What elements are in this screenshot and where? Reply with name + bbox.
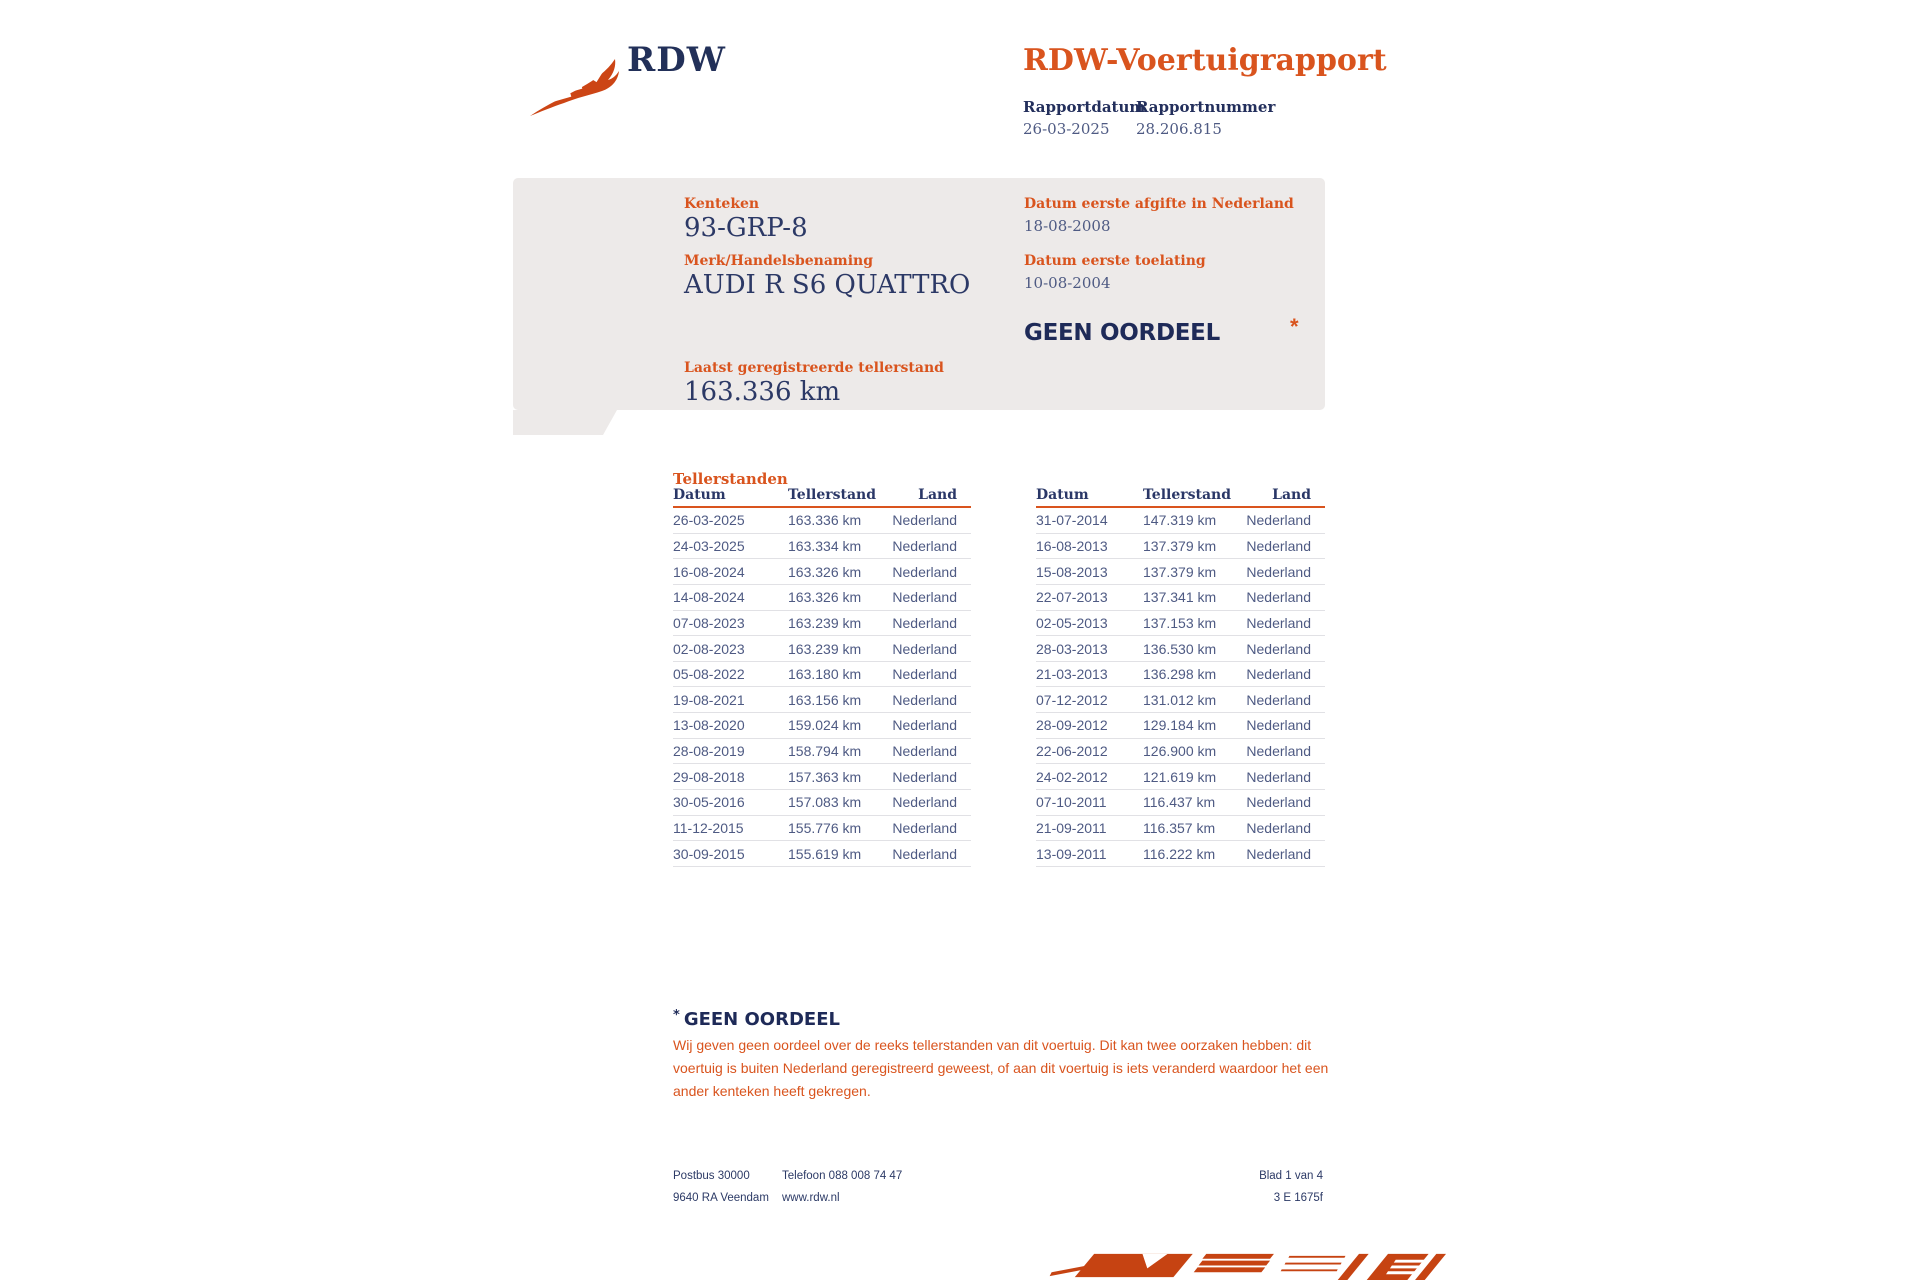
cell-land: Nederland — [892, 743, 957, 760]
cell-tellerstand: 158.794 km — [788, 743, 862, 760]
cell-datum: 28-09-2012 — [1036, 717, 1108, 734]
cell-land: Nederland — [1246, 640, 1311, 657]
cell-land: Nederland — [1246, 845, 1311, 862]
cell-tellerstand: 136.530 km — [1143, 640, 1217, 657]
cell-land: Nederland — [892, 563, 957, 580]
cell-land: Nederland — [892, 717, 957, 734]
cell-datum: 05-08-2022 — [673, 666, 745, 683]
footer-website: www.rdw.nl — [782, 1192, 840, 1204]
table-row — [1036, 790, 1325, 816]
tellerstanden-table-left — [673, 487, 971, 867]
merk-value: AUDI R S6 QUATTRO — [684, 270, 971, 300]
cell-land: Nederland — [892, 640, 957, 657]
table-row — [1036, 739, 1325, 765]
table-row — [1036, 534, 1325, 560]
cell-land: Nederland — [892, 768, 957, 785]
cell-datum: 31-07-2014 — [1036, 512, 1108, 529]
table-row — [1036, 585, 1325, 611]
cell-datum: 07-10-2011 — [1036, 794, 1107, 811]
table-row — [673, 585, 971, 611]
cell-datum: 30-09-2015 — [673, 845, 745, 862]
cell-tellerstand: 137.379 km — [1143, 537, 1217, 554]
footnote-heading — [673, 1008, 840, 1030]
table-row — [673, 559, 971, 585]
cell-tellerstand: 126.900 km — [1143, 743, 1217, 760]
cell-tellerstand: 163.156 km — [788, 691, 862, 708]
vehicle-summary-box-tab — [513, 410, 617, 435]
footnote-heading-text: GEEN OORDEEL — [683, 1009, 840, 1030]
cell-tellerstand: 159.024 km — [788, 717, 862, 734]
cell-land: Nederland — [1246, 743, 1311, 760]
footer-doc-code: 3 E 1675f — [1273, 1192, 1323, 1204]
table-row — [673, 713, 971, 739]
footer-page-number: Blad 1 van 4 — [1259, 1170, 1323, 1182]
cell-datum: 21-09-2011 — [1036, 820, 1107, 836]
col-header-land: Land — [918, 487, 957, 503]
table-row — [673, 662, 971, 688]
tellerstanden-table-right — [1036, 487, 1325, 867]
footer-city: 9640 RA Veendam — [673, 1192, 769, 1204]
col-header-tellerstand: Tellerstand — [1143, 487, 1232, 503]
cell-datum: 13-09-2011 — [1036, 845, 1107, 862]
cell-land: Nederland — [892, 537, 957, 554]
cell-tellerstand: 157.363 km — [788, 768, 862, 785]
table-row — [673, 534, 971, 560]
table-row — [1036, 764, 1325, 790]
table-row — [1036, 662, 1325, 688]
cell-land: Nederland — [892, 512, 957, 529]
table-header-row — [1036, 487, 1325, 508]
table-row — [1036, 611, 1325, 637]
table-row — [673, 790, 971, 816]
cell-tellerstand: 163.326 km — [788, 563, 862, 580]
cell-tellerstand: 163.336 km — [788, 512, 862, 529]
tellerstanden-heading: Tellerstanden — [673, 470, 788, 488]
cell-land: Nederland — [892, 691, 957, 708]
cell-datum: 15-08-2013 — [1036, 563, 1108, 580]
cell-tellerstand: 157.083 km — [788, 794, 862, 811]
cell-tellerstand: 137.153 km — [1143, 614, 1217, 631]
cell-datum: 26-03-2025 — [673, 512, 745, 529]
cell-land: Nederland — [1246, 537, 1311, 554]
cell-land: Nederland — [1246, 820, 1311, 836]
col-header-land: Land — [1272, 487, 1311, 503]
cell-land: Nederland — [892, 666, 957, 683]
cell-datum: 11-12-2015 — [673, 820, 744, 836]
footnote-paragraph: Wij geven geen oordeel over de reeks tellerstanden van dit voertuig. Dit kan twee oorzaken hebben: dit voertuig is buiten Nederland geregistreerd geweest, of aan dit voertuig is iets veranderd waardoor het een ander kenteken heeft gekregen. — [673, 1037, 1329, 1099]
rdw-stripe-graphic — [1040, 1251, 1446, 1280]
table-row — [673, 816, 971, 842]
cell-tellerstand: 131.012 km — [1143, 691, 1217, 708]
cell-datum: 29-08-2018 — [673, 768, 745, 785]
cell-datum: 24-02-2012 — [1036, 768, 1108, 785]
cell-datum: 28-08-2019 — [673, 743, 745, 760]
kenteken-value: 93-GRP-8 — [684, 213, 808, 243]
cell-datum: 07-12-2012 — [1036, 691, 1108, 708]
table-row — [1036, 841, 1325, 867]
table-row — [1036, 508, 1325, 534]
cell-tellerstand: 155.776 km — [788, 820, 862, 836]
cell-tellerstand: 155.619 km — [788, 845, 862, 862]
table-row — [1036, 816, 1325, 842]
cell-datum: 16-08-2013 — [1036, 537, 1108, 554]
cell-land: Nederland — [892, 820, 957, 836]
table-row — [673, 687, 971, 713]
cell-land: Nederland — [1246, 794, 1311, 811]
cell-land: Nederland — [1246, 614, 1311, 631]
report-number-value: 28.206.815 — [1136, 120, 1222, 138]
cell-tellerstand: 129.184 km — [1143, 717, 1217, 734]
table-row — [1036, 713, 1325, 739]
cell-tellerstand: 163.334 km — [788, 537, 862, 554]
cell-datum: 14-08-2024 — [673, 589, 745, 606]
cell-tellerstand: 137.341 km — [1143, 589, 1217, 606]
cell-datum: 02-05-2013 — [1036, 614, 1108, 631]
table-row — [673, 739, 971, 765]
cell-tellerstand: 163.326 km — [788, 589, 862, 606]
cell-land: Nederland — [892, 614, 957, 631]
report-date-value: 26-03-2025 — [1023, 120, 1110, 138]
table-row — [673, 611, 971, 637]
eerste-toelating-value: 10-08-2004 — [1024, 274, 1111, 292]
cell-land: Nederland — [1246, 666, 1311, 683]
cell-datum: 07-08-2023 — [673, 614, 745, 631]
table-row — [673, 764, 971, 790]
footnote-asterisk: * — [673, 1008, 680, 1023]
cell-tellerstand: 163.180 km — [788, 666, 862, 683]
table-row — [673, 508, 971, 534]
cell-tellerstand: 136.298 km — [1143, 666, 1217, 683]
cell-land: Nederland — [1246, 512, 1311, 529]
eerste-afgifte-label: Datum eerste afgifte in Nederland — [1024, 196, 1294, 212]
rdw-logo-icon — [528, 54, 620, 118]
report-title: RDW-Voertuigrapport — [1023, 43, 1387, 78]
cell-datum: 28-03-2013 — [1036, 640, 1108, 657]
cell-datum: 22-07-2013 — [1036, 589, 1108, 606]
oordeel-status: GEEN OORDEEL — [1024, 320, 1220, 346]
tellerstand-label: Laatst geregistreerde tellerstand — [684, 360, 944, 376]
oordeel-asterisk: * — [1290, 314, 1299, 339]
footer-phone: Telefoon 088 008 74 47 — [782, 1170, 903, 1182]
cell-land: Nederland — [1246, 768, 1311, 785]
cell-datum: 13-08-2020 — [673, 717, 745, 734]
cell-land: Nederland — [1246, 691, 1311, 708]
cell-datum: 24-03-2025 — [673, 537, 745, 554]
cell-tellerstand: 116.222 km — [1143, 845, 1216, 862]
cell-land: Nederland — [892, 589, 957, 606]
table-header-row — [673, 487, 971, 508]
cell-land: Nederland — [1246, 717, 1311, 734]
cell-tellerstand: 121.619 km — [1143, 768, 1217, 785]
cell-tellerstand: 163.239 km — [788, 614, 862, 631]
cell-datum: 22-06-2012 — [1036, 743, 1108, 760]
cell-tellerstand: 147.319 km — [1143, 512, 1217, 529]
cell-datum: 21-03-2013 — [1036, 666, 1108, 683]
table-row — [1036, 636, 1325, 662]
cell-land: Nederland — [892, 845, 957, 862]
merk-label: Merk/Handelsbenaming — [684, 253, 874, 269]
cell-tellerstand: 116.357 km — [1143, 820, 1216, 836]
cell-datum: 19-08-2021 — [673, 691, 745, 708]
cell-tellerstand: 163.239 km — [788, 640, 862, 657]
tellerstand-value: 163.336 km — [684, 377, 841, 407]
cell-datum: 16-08-2024 — [673, 563, 745, 580]
col-header-datum: Datum — [673, 487, 726, 503]
report-number-label: Rapportnummer — [1136, 98, 1276, 116]
report-date-label: Rapportdatum — [1023, 98, 1146, 116]
cell-tellerstand: 116.437 km — [1143, 794, 1216, 811]
table-row — [1036, 559, 1325, 585]
col-header-tellerstand: Tellerstand — [788, 487, 877, 503]
kenteken-label: Kenteken — [684, 196, 760, 212]
rdw-wordmark: RDW — [627, 40, 726, 80]
col-header-datum: Datum — [1036, 487, 1089, 503]
cell-datum: 02-08-2023 — [673, 640, 745, 657]
cell-land: Nederland — [1246, 589, 1311, 606]
eerste-afgifte-value: 18-08-2008 — [1024, 217, 1111, 235]
cell-land: Nederland — [1246, 563, 1311, 580]
cell-tellerstand: 137.379 km — [1143, 563, 1217, 580]
footer-postbus: Postbus 30000 — [673, 1170, 750, 1182]
cell-land: Nederland — [892, 794, 957, 811]
cell-datum: 30-05-2016 — [673, 794, 745, 811]
eerste-toelating-label: Datum eerste toelating — [1024, 253, 1206, 269]
table-row — [1036, 687, 1325, 713]
table-row — [673, 636, 971, 662]
table-row — [673, 841, 971, 867]
